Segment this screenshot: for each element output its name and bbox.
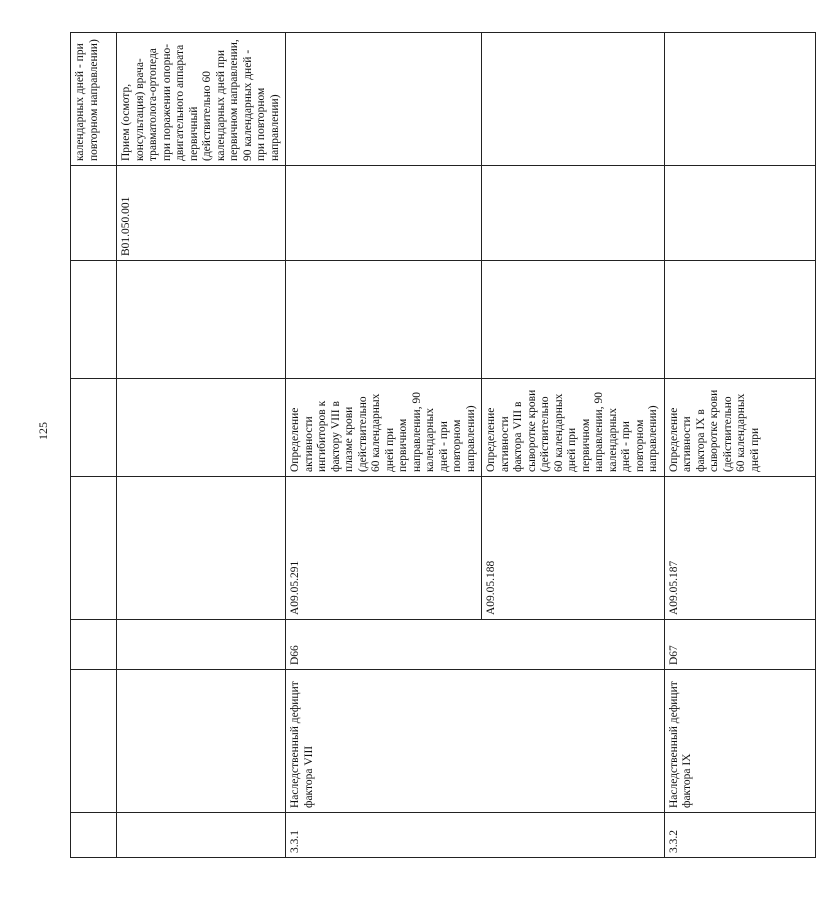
cell-disease: Наследственный дефицит фактора IX	[664, 670, 815, 813]
cell-disease: Наследственный дефицит фактора VIII	[286, 670, 665, 813]
cell-empty	[286, 166, 482, 261]
cell-empty	[117, 261, 286, 379]
cell-empty	[286, 261, 482, 379]
rotated-table-container	[70, 33, 761, 858]
cell-empty	[482, 261, 665, 379]
cell-empty	[482, 166, 665, 261]
table-row	[664, 33, 815, 858]
table-row	[286, 33, 482, 858]
cell-number: 3.3.1	[286, 813, 665, 858]
cell-service-code: A09.05.291	[286, 477, 482, 620]
cell-service-code: A09.05.188	[482, 477, 665, 620]
cell-empty	[117, 477, 286, 620]
cell-empty	[286, 33, 482, 166]
cell-number: 3.3.2	[664, 813, 815, 858]
cell-service-name	[71, 379, 117, 477]
cell-service-code: A09.05.187	[664, 477, 815, 620]
table-row	[71, 33, 117, 858]
cell-empty	[482, 33, 665, 166]
table-row	[117, 33, 286, 858]
cell-empty	[117, 379, 286, 477]
cell-empty	[664, 261, 815, 379]
cell-number	[71, 813, 117, 858]
cell-continued-text: календарных дней - при повторном направлении)	[71, 33, 117, 166]
cell-empty	[117, 670, 286, 813]
cell-consult-text: Прием (осмотр, консультация) врача-травматолога-ортопеда при поражении опорно-двигательного аппарата первичный (действительно 60 календарных дней при первичном направлении, 90 календарных дней - при повторном направлении)	[117, 33, 286, 166]
cell-empty	[117, 813, 286, 858]
cell-icd: D66	[286, 620, 665, 670]
cell-blank	[71, 166, 117, 261]
page-number: 125	[36, 422, 50, 440]
cell-icd	[71, 620, 117, 670]
cell-service-name: Определение активности ингибиторов к фактору VIII в плазме крови (действительно 60 календарных дней при первичном направлении, 90 календарных дней - при повторном направлении)	[286, 379, 482, 477]
cell-service-name: Определение активности фактора IX в сыворотке крови (действительно 60 календарных дней при	[664, 379, 815, 477]
cell-service-name: Определение активности фактора VIII в сыворотке крови (действительно 60 календарных дней при первичном направлении, 90 календарных дней - при повторном направлении)	[482, 379, 665, 477]
cell-icd: D67	[664, 620, 815, 670]
cell-disease	[71, 670, 117, 813]
medical-standards-table	[70, 32, 816, 858]
cell-blank	[71, 261, 117, 379]
cell-empty	[664, 166, 815, 261]
cell-empty	[117, 620, 286, 670]
cell-consult-code: B01.050.001	[117, 166, 286, 261]
cell-service-code	[71, 477, 117, 620]
cell-empty	[664, 33, 815, 166]
